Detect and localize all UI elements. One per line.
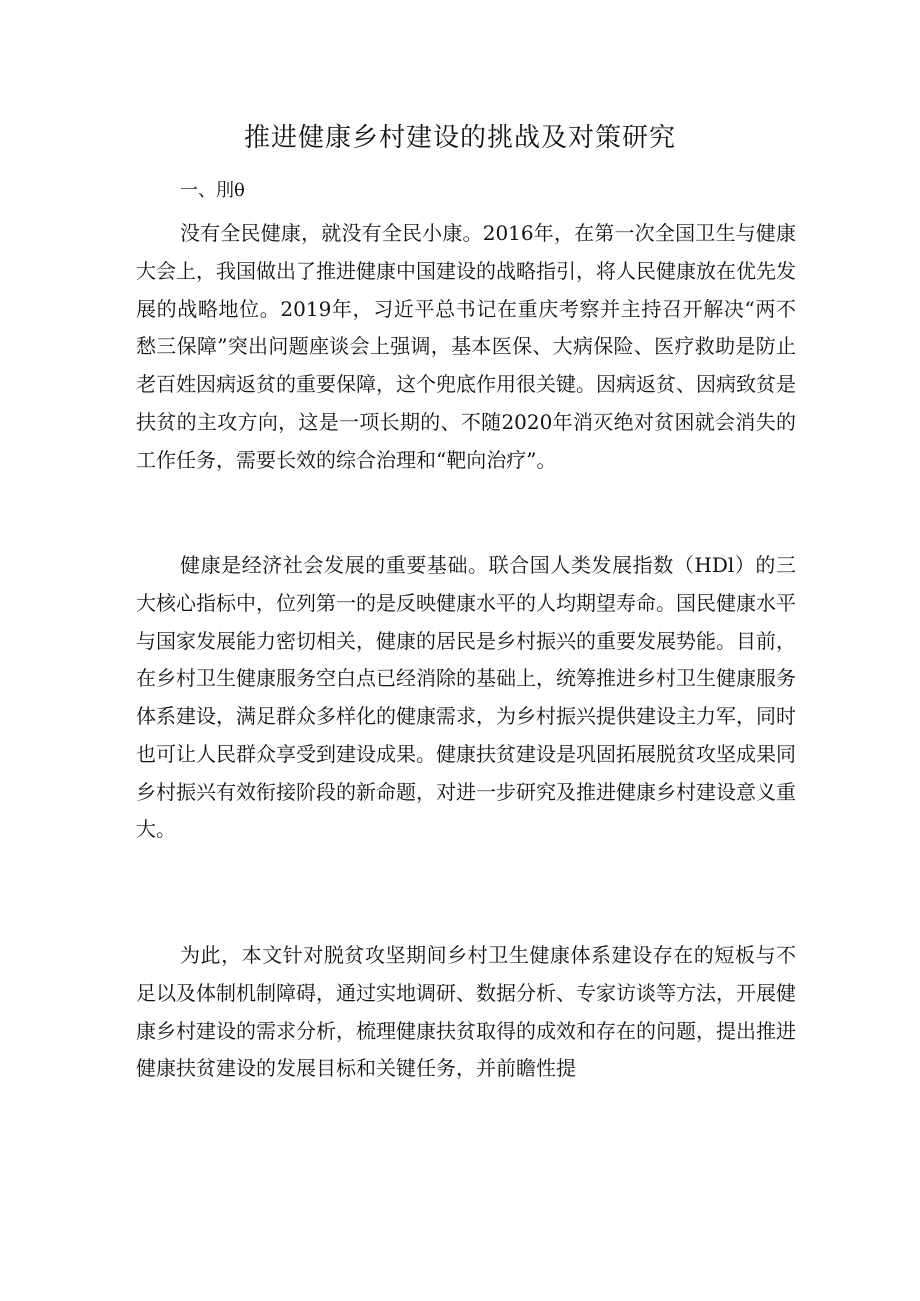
document-title: 推进健康乡村建设的挑战及对策研究: [243, 123, 676, 153]
section-heading: 一、刖θ: [180, 180, 245, 201]
paragraph-2: 健康是经济社会发展的重要基础。联合国人类发展指数（HDl）的三大核心指标中，位列第一的是反映健康水平的人均期望寿命。国民健康水平与国家发展能力密切相关，健康的居民是乡村振兴的重要发展势能。目前，在乡村卫生健康服务空白点已经消除的基础上，统筹推进乡村卫生健康服务体系建设，满足群众多样化的健康需求，为乡村振兴提供建设主力军，同时也可让人民群众享受到建设成果。健康扶贫建设是巩固拓展脱贫攻坚成果同乡村振兴有效衔接阶段的新命题，对进一步研究及推进健康乡村建设意义重大。: [136, 553, 796, 842]
paragraph-3: 为此，本文针对脱贫攻坚期间乡村卫生健康体系建设存在的短板与不足以及体制机制障碍，通过实地调研、数据分析、专家访谈等方法，开展健康乡村建设的需求分析，梳理健康扶贫取得的成效和存在的问题，提出推进健康扶贫建设的发展目标和关键任务，并前瞻性提: [136, 943, 796, 1081]
paragraph-1: 没有全民健康，就没有全民小康。2016年，在第一次全国卫生与健康大会上，我国做出了推进健康中国建设的战略指引，将人民健康放在优先发展的战略地位。2019年，习近平总书记在重庆考察并主持召开解决“两不愁三保障”突出问题座谈会上强调，基本医保、大病保险、医疗救助是防止老百姓因病返贫的重要保障，这个兜底作用很关键。因病返贫、因病致贫是扶贫的主攻方向，这是一项长期的、不随2020年消灭绝对贫困就会消失的工作任务，需要长效的综合治理和“靶向治疗”。: [136, 221, 796, 472]
